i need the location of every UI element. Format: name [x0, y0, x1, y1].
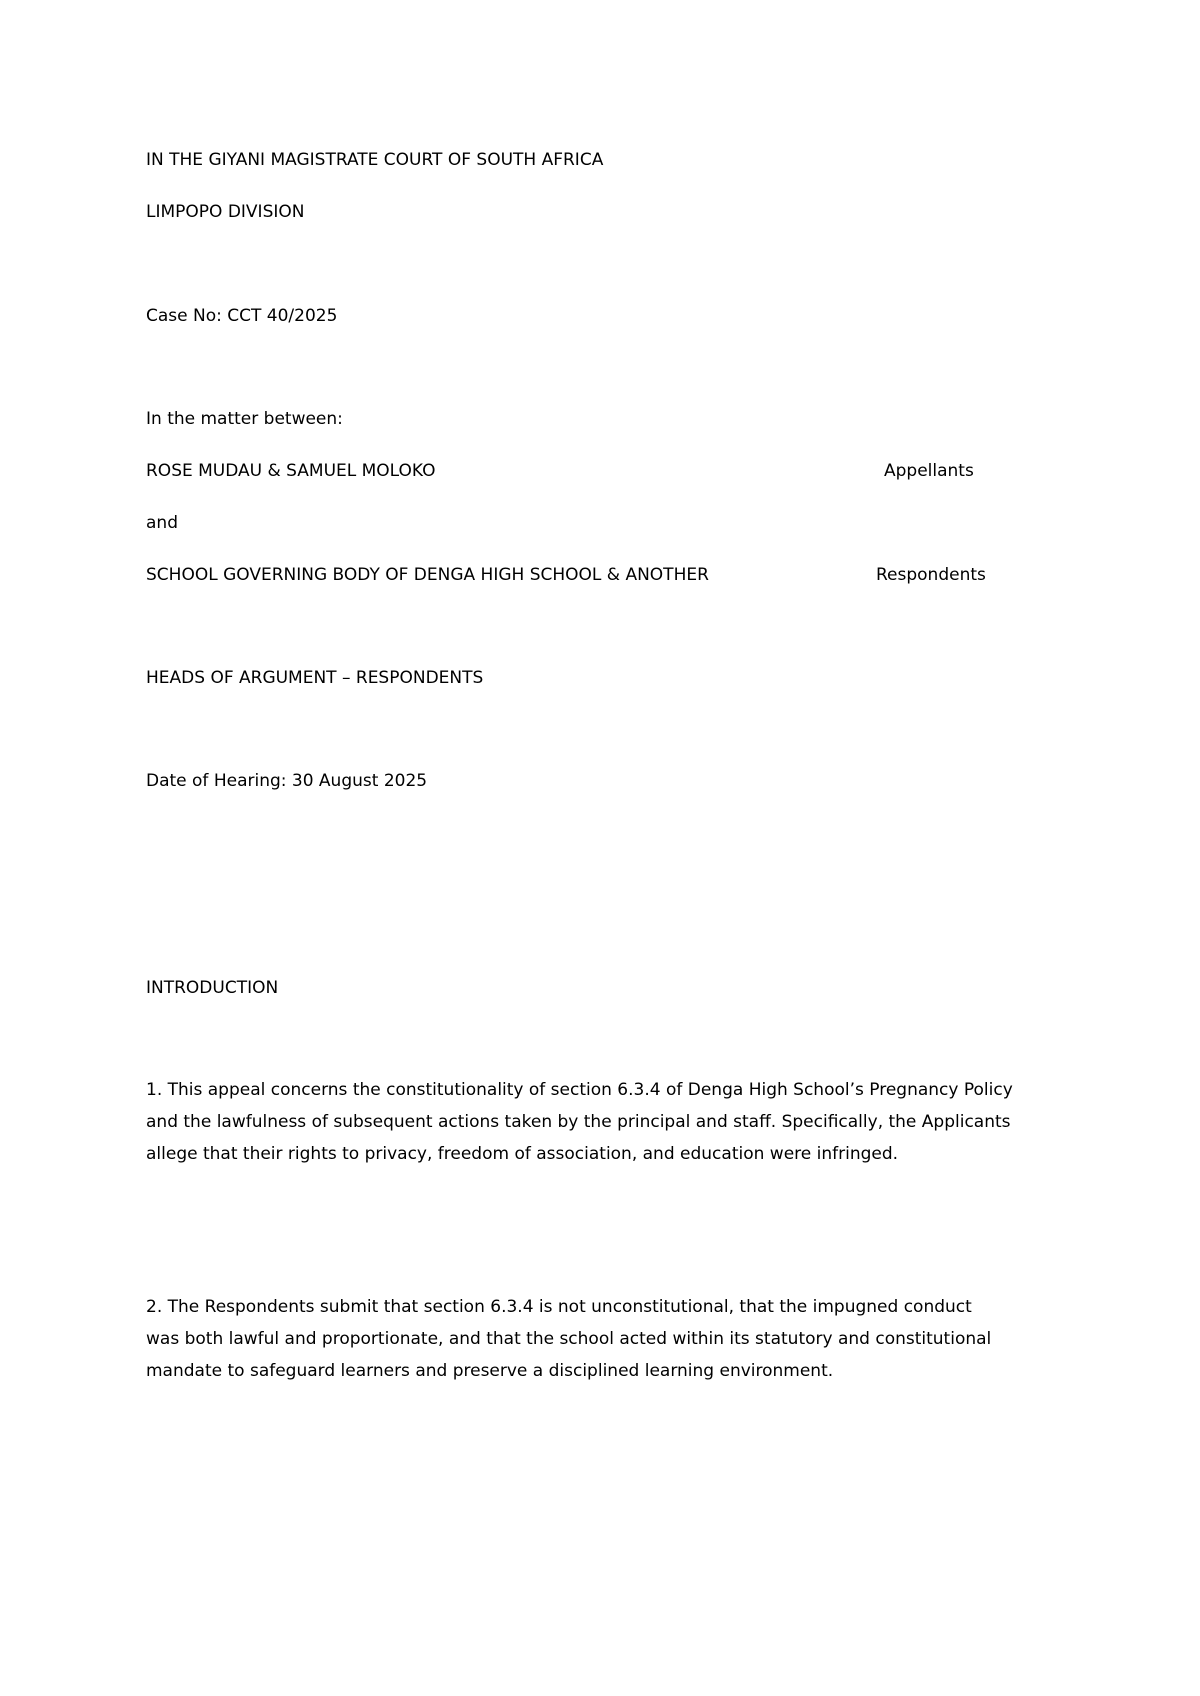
paragraph-1	[146, 1074, 1076, 1170]
paragraph-1-line: allege that their rights to privacy, freedom of association, and education were infringed.	[146, 1144, 899, 1164]
paragraph-2-line: mandate to safeguard learners and preserve a disciplined learning environment.	[146, 1361, 834, 1381]
division-heading: LIMPOPO DIVISION	[146, 202, 305, 222]
matter-intro: In the matter between:	[146, 409, 343, 429]
case-number: Case No: CCT 40/2025	[146, 306, 338, 326]
document-title: HEADS OF ARGUMENT – RESPONDENTS	[146, 668, 484, 688]
paragraph-1-line: 1. This appeal concerns the constitutionality of section 6.3.4 of Denga High School’s Pregnancy Policy	[146, 1080, 1013, 1100]
paragraph-2-line: 2. The Respondents submit that section 6.3.4 is not unconstitutional, that the impugned conduct	[146, 1297, 972, 1317]
paragraph-2-line: was both lawful and proportionate, and that the school acted within its statutory and constitutional	[146, 1329, 992, 1349]
respondents-role: Respondents	[876, 565, 986, 585]
and-connector: and	[146, 513, 178, 533]
appellants-role: Appellants	[884, 461, 974, 481]
hearing-date: Date of Hearing: 30 August 2025	[146, 771, 428, 791]
introduction-heading: INTRODUCTION	[146, 978, 279, 998]
paragraph-1-line: and the lawfulness of subsequent actions taken by the principal and staff. Specifically, the Applicants	[146, 1112, 1011, 1132]
respondents-names: SCHOOL GOVERNING BODY OF DENGA HIGH SCHOOL & ANOTHER	[146, 565, 709, 585]
court-heading: IN THE GIYANI MAGISTRATE COURT OF SOUTH AFRICA	[146, 150, 604, 170]
appellants-names: ROSE MUDAU & SAMUEL MOLOKO	[146, 461, 436, 481]
paragraph-2	[146, 1291, 1076, 1387]
